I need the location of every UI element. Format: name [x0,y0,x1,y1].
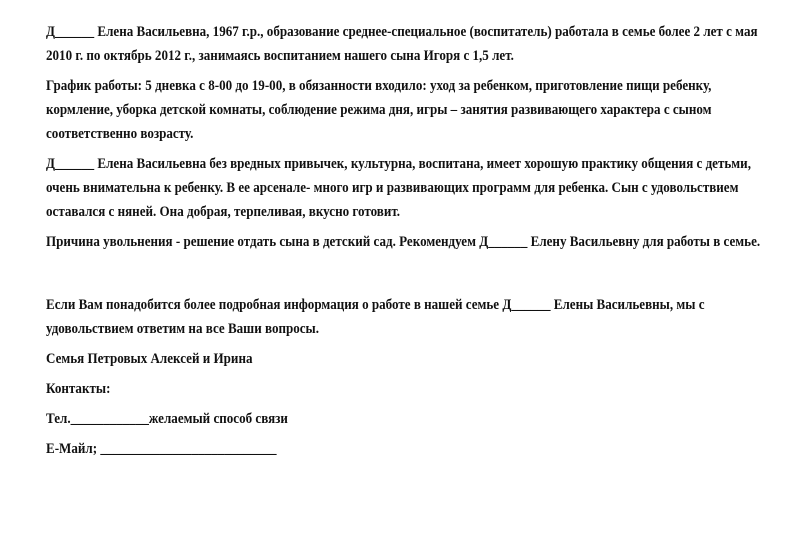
paragraph-schedule: График работы: 5 дневка с 8-00 до 19-00, в обязанности входило: уход за ребенком, приготовление пищи ребенку, кормление, уборка детской комнаты, соблюдение режима дня, игры – занятия развивающего характера с сыном соответственно возрасту. [46,78,712,142]
paragraph-intro: Д______ Елена Васильевна, 1967 г.р., образование среднее-специальное (воспитатель) работала в семье более 2 лет с мая 2010 г. по октябрь 2012 г., занимаясь воспитанием нашего сына Игоря с 1,5 лет. [46,24,758,64]
paragraph-qualities: Д______ Елена Васильевна без вредных привычек, культурна, воспитана, имеет хорошую практику общения с детьми, очень внимательна к ребенку. В ее арсенале- много игр и развивающих программ для ребенка. Сын с удовольствием оставался с няней. Она добрая, терпеливая, вкусно готовит. [46,156,751,220]
recommendation-letter [46,20,776,467]
contacts-label: Контакты: [46,381,111,397]
phone-line: Тел.____________желаемый способ связи [46,411,288,427]
paragraph-reason: Причина увольнения - решение отдать сына в детский сад. Рекомендуем Д______ Елену Васильевну для работы в семье. [46,234,761,250]
paragraph-contact-offer: Если Вам понадобится более подробная информация о работе в нашей семье Д______ Елены Васильевны, мы с удовольствием ответим на все Ваши вопросы. [46,297,705,337]
signature: Семья Петровых Алексей и Ирина [46,351,253,367]
email-line: Е-Майл; ___________________________ [46,441,277,457]
